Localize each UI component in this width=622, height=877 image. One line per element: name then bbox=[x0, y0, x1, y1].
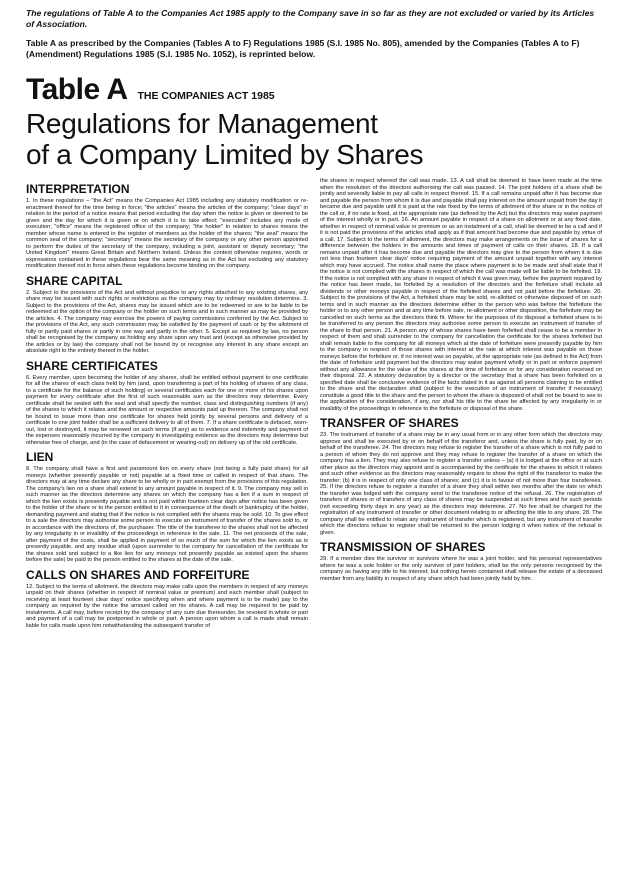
table-heading bbox=[26, 74, 602, 106]
section-heading: SHARE CERTIFICATES bbox=[26, 358, 158, 373]
section-text: the shares in respect whereof the call was made. 13. A call shall be deemed to have been made at the time when the resolution of the directors authorising the call was passed. 14. The joint holders of a share shall be jointly and severally liable to pay all calls in respect thereof. 15. If a call remains unpaid after it has become due and payable the person from whom it is due and payable shall pay interest on the amount unpaid from the day it became due and payable until it is paid at the rate fixed by the terms of allotment of the share or in the notice of the call or, if no rate is fixed, at the appropriate rate (as defined by the Act) but the directors may waive payment of the interest wholly or in part. 16. An amount payable in respect of a share on allotment or at any fixed date, whether in respect of nominal value or premium or as an instalment of a call, shall be deemed to be a call and if it is not paid the provisions of the articles shall apply as if that amount had become due and payable by virtue of a call. 17. Subject to the terms of allotment, the directors may make arrangements on the issue of shares for a difference between the holders in the amounts and times of payment of calls on their shares. 18. If a call remains unpaid after it has become due and payable the directors may give to the person from whom it is due not less than fourteen clear days' notice requiring payment of the amount unpaid together with any interest which may have accrued. The notice shall name the place where payment is to be made and shall state that if the notice is not complied with the shares in respect of which the call was made will be liable to be forfeited. 19. If the notice is not complied with any share in respect of which it was given may, before the payment required by the notice has been made, be forfeited by a resolution of the directors and the forfeiture shall include all dividends or other moneys payable in respect of the forfeited shares and not paid before the forfeiture. 20. Subject to the provisions of the Act, a forfeited share may be sold, re-allotted or otherwise disposed of on such terms and in such manner as the directors determine either to the person who was before the forfeiture the holder or to any other person and at any time before sale, re-allotment or other disposition, the forfeiture may be cancelled on such terms as the directors think fit. Where for the purposes of its disposal a forfeited share is to be transferred to any person the directors may authorise some person to execute an instrument of transfer of the share to that person. 21. A person any of whose shares have been forfeited shall cease to be a member in respect of them and shall surrender to the company for cancellation the certificate for the shares forfeited but shall remain liable to the company for all moneys which at the date of forfeiture were presently payable by him to the company in respect of those shares with interest at the rate at which interest was payable on those moneys before the forfeiture or, if no interest was so payable, at the appropriate rate (as defined in the Act) from the date of forfeiture until payment but the directors may waive payment wholly or in part or enforce payment without any allowance for the value of the shares at the time of forfeiture or for any consideration received on their disposal. 22. A statutory declaration by a director or the secretary that a share has been forfeited on a specified date shall be conclusive evidence of the facts stated in it as against all persons claiming to be entitled to the share and the declaration shall (subject to the execution of an instrument of transfer if necessary) constitute a good title to the share and the person to whom the share is disposed of shall not be bound to see to the application of the consideration, if any, nor shall his title to the share be affected by any irregularity in or invalidity of the proceedings in reference to the forfeiture or disposal of the share. bbox=[320, 178, 602, 412]
regulations-body bbox=[26, 178, 602, 629]
document-title bbox=[26, 108, 602, 170]
section-text: 1. In these regulations – "the Act" means the Companies Act 1985 including any statutory modification or re-enactment thereof for the time being in force; "the articles" means the articles of the company; "clear days" in relation to the period of a notice means that period excluding the day when the notice is given or deemed to be given and the day for which it is given or on which it is to take effect; "executed" includes any mode of execution; "office" means the registered office of the company; "the holder" in relation to shares means the member whose name is entered in the register of members as the holder of the shares; "the seal" means the common seal of the company; "secretary" means the secretary of the company or any other person appointed to perform the duties of the secretary of the company, including a joint, assistant or deputy secretary; "the United Kingdom" means Great Britain and Northern Ireland. Unless the context otherwise requires, words or expressions contained in these regulations bear the same meaning as in the Act but excluding any statutory modification thereof not in force when these regulations become binding on the company. bbox=[26, 198, 308, 269]
section-heading: CALLS ON SHARES AND FORFEITURE bbox=[26, 567, 250, 582]
section-text: 2. Subject to the provisions of the Act and without prejudice to any rights attached to any existing shares, any share may be issued with such rights or restrictions as the company may by ordinary resolution determine. 3. Subject to the provisions of the Act, shares may be issued which are to be redeemed or are to be liable to be redeemed at the option of the company or the holder on such terms and in such manner as may be provided by the articles. 4. The company may exercise the powers of paying commissions conferred by the Act. Subject to the provisions of the Act, any such commission may be satisfied by the payment of cash or by the allotment of fully or partly paid shares or partly in one way and partly in the other. 5. Except as required by law, no person shall be recognised by the company as holding any share upon any trust and (except as otherwise provided by the articles or by law) the company shall not be bound by or recognise any interest in any share except an absolute right to the entirety thereof in the holder. bbox=[26, 289, 308, 354]
section bbox=[320, 178, 602, 412]
prescribed-statement: Table A as prescribed by the Companies (Tables A to F) Regulations 1985 (S.I. 1985 No. 805), amended by the Companies (Tables A to F) (Amendment) Regulations 1985 (S.I. 1985 No. 1052), is reprinted below. bbox=[26, 38, 580, 59]
section-text: 23. The instrument of transfer of a share may be in any usual form or in any other form which the directors may approve and shall be executed by or on behalf of the transferor and, unless the share is fully paid, by or on behalf of the transferee. 24. The directors may refuse to register the transfer of a share which is not fully paid to a person of whom they do not approve and they may refuse to register the transfer of a share on which the company has a lien. They may also refuse to register a transfer unless – (a) it is lodged at the office or at such other place as the directors may appoint and is accompanied by the certificate for the shares to which it relates and such other evidence as the directors may reasonably require to show the right of the transferor to make the transfer; (b) it is in respect of only one class of shares; and (c) it is in favour of not more than four transferees. 25. If the directors refuse to register a transfer of a share they shall within two months after the date on which the transfer was lodged with the company send to the transferee notice of the refusal. 26. The registration of transfers of shares or of transfers of any class of shares may be suspended at such times and for such periods (not exceeding thirty days in any year) as the directors may determine. 27. No fee shall be charged for the registration of any instrument of transfer or other document relating to or affecting the title to any share. 28. The company shall be entitled to retain any instrument of transfer which is registered, but any instrument of transfer which the directors refuse to register shall be returned to the person lodging it when notice of the refusal is given. bbox=[320, 432, 602, 536]
section-text: 12. Subject to the terms of allotment, the directors may make calls upon the members in respect of any moneys unpaid on their shares (whether in respect of nominal value or premium) and each member shall (subject to receiving at least fourteen clear days' notice specifying when and where payment is to be made) pay to the company as required by the notice the amount called on his shares. A call may be required to be paid by instalments. A call may, before receipt by the company of any sum due thereunder, be revoked in whole or part and payment of a call may be postponed in whole or part. A person upon whom a call is made shall remain liable for calls made upon him notwithstanding the subsequent transfer of bbox=[26, 583, 308, 629]
section bbox=[26, 569, 308, 630]
section-heading: SHARE CAPITAL bbox=[26, 273, 123, 288]
table-title: Table A bbox=[26, 73, 128, 106]
section-heading: LIEN bbox=[26, 450, 54, 464]
section bbox=[26, 451, 308, 564]
section-heading: TRANSMISSION OF SHARES bbox=[320, 540, 486, 554]
section-heading: TRANSFER OF SHARES bbox=[320, 416, 459, 430]
document-title-line-1: Regulations for Management bbox=[26, 108, 378, 139]
intro-statement: The regulations of Table A to the Companies Act 1985 apply to the Company save in so far as they are not excluded or varied by its Articles of Association. bbox=[26, 8, 595, 29]
section bbox=[26, 360, 308, 447]
document-title-line-2: of a Company Limited by Shares bbox=[26, 139, 424, 170]
section-text: 6. Every member, upon becoming the holder of any shares, shall be entitled without payment to one certificate for all the shares of each class held by him (and, upon transferring a part of his holding of shares of any class, to a certificate for the balance of such holding) or several certificates each for one or more of his shares upon payment for every certificate after the first of such reasonable sum as the directors may determine. Every certificate shall be sealed with the seal and shall specify the number, class and distinguishing numbers (if any) of the shares to which it relates and the amount or respective amounts paid up thereon. The company shall not be bound to issue more than one certificate for shares held jointly by several persons and delivery of a certificate to one joint holder shall be a sufficient delivery to all of them. 7. If a share certificate is defaced, worn-out, lost or destroyed, it may be renewed on such terms (if any) as to evidence and indemnity and payment of the expenses reasonably incurred by the company in investigating evidence as the directors may determine but otherwise free of charge, and (in the case of defacement or wearing-out) on delivery up of the old certificate. bbox=[26, 374, 308, 446]
section-heading: INTERPRETATION bbox=[26, 182, 130, 196]
section bbox=[26, 183, 308, 270]
section bbox=[320, 417, 602, 536]
section bbox=[26, 275, 308, 355]
section-text: 29. If a member dies the survivor or survivors where he was a joint holder, and his personal representatives where he was a sole holder or the only survivor of joint holders, shall be the only persons recognised by the company as having any title to his interest; but nothing herein contained shall release the estate of a deceased member from any liability in respect of any share which had been jointly held by him. bbox=[320, 556, 602, 582]
act-name: THE COMPANIES ACT 1985 bbox=[137, 90, 275, 102]
left-column bbox=[26, 178, 308, 629]
section bbox=[320, 541, 602, 582]
section-text: 8. The company shall have a first and paramount lien on every share (not being a fully paid share) for all moneys (whether presently payable or not) payable at a fixed time or called in respect of that share. The directors may at any time declare any share to be wholly or in part exempt from the provisions of this regulation. The company's lien on a share shall extend to any amount payable in respect of it. 9. The company may sell in such manner as the directors determine any shares on which the company has a lien if a sum in respect of which the lien exists is presently payable and is not paid within fourteen clear days after notice has been given to the holder of the share or to the person entitled to it in consequence of the death or bankruptcy of the holder, demanding payment and stating that if the notice is not complied with the shares may be sold. 10. To give effect to a sale the directors may authorise some person to execute an instrument of transfer of the shares sold to, or in accordance with the directions of, the purchaser. The title of the transferee to the shares shall not be affected by any irregularity in or invalidity of the proceedings in reference to the sale. 11. The net proceeds of the sale, after payment of the costs, shall be applied in payment of so much of the sum for which the lien exists as is presently payable, and any residue shall (upon surrender to the company for cancellation of the certificate for the shares sold and subject to a like lien for any moneys not presently payable as existed upon the shares before the sale) be paid to the person entitled to the shares at the date of the sale. bbox=[26, 466, 308, 563]
right-column bbox=[320, 178, 602, 629]
